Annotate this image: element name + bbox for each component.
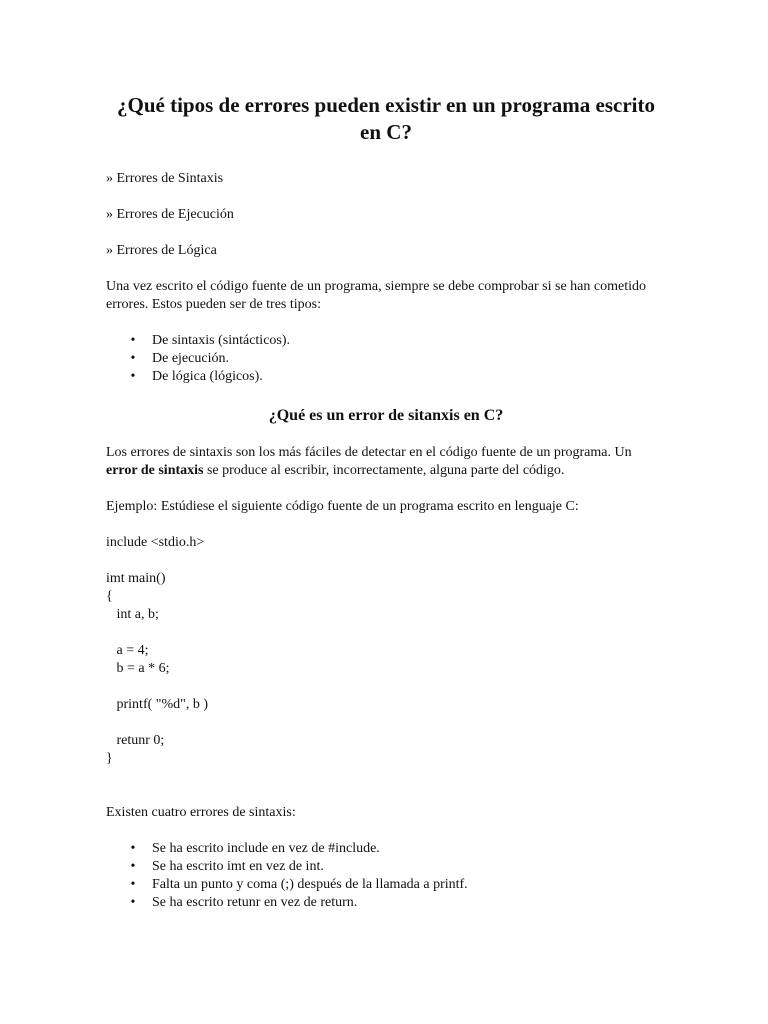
list-item-text: De ejecución. <box>152 351 229 366</box>
error-type-logic: » Errores de Lógica <box>106 243 217 258</box>
syntax-paragraph <box>106 444 666 480</box>
error-type-syntax: » Errores de Sintaxis <box>106 171 224 186</box>
code-line: imt main() <box>106 571 166 586</box>
list-item-text: Falta un punto y coma (;) después de la llamada a printf. <box>152 877 468 892</box>
list-item-text: Se ha escrito retunr en vez de return. <box>152 895 358 910</box>
section-heading: ¿Qué es un error de sitanxis en C? <box>268 407 504 424</box>
bullet-icon: • <box>130 895 136 910</box>
syntax-paragraph-bold: error de sintaxis <box>106 463 204 478</box>
code-line: printf( "%d", b ) <box>106 697 209 712</box>
bullet-icon: • <box>130 877 136 892</box>
syntax-paragraph-part1: Los errores de sintaxis son los más fáciles de detectar en el código fuente de un programa. Un <box>106 445 632 460</box>
list-item <box>106 894 666 912</box>
example-intro: Ejemplo: Estúdiese el siguiente código fuente de un programa escrito en lenguaje C: <box>106 499 579 514</box>
intro-bullet-list <box>106 332 666 386</box>
bullet-icon: • <box>130 841 136 856</box>
bullet-icon: • <box>130 369 136 384</box>
summary-bullet-list <box>106 840 666 912</box>
list-item-text: Se ha escrito include en vez de #include. <box>152 841 380 856</box>
bullet-icon: • <box>130 859 136 874</box>
code-line: include <stdio.h> <box>106 535 205 550</box>
intro-paragraph: Una vez escrito el código fuente de un programa, siempre se debe comprobar si se han cometido errores. Estos pueden ser de tres tipos: <box>106 279 646 312</box>
list-item-text: De lógica (lógicos). <box>152 369 263 384</box>
syntax-paragraph-part2: se produce al escribir, incorrectamente, alguna parte del código. <box>203 463 565 478</box>
list-item-text: De sintaxis (sintácticos). <box>152 333 291 348</box>
code-block <box>106 534 666 768</box>
code-line: b = a * 6; <box>106 661 170 676</box>
code-line: { <box>106 589 113 604</box>
code-line: a = 4; <box>106 643 149 658</box>
document-page <box>106 92 666 912</box>
list-item <box>106 858 666 876</box>
list-item-text: Se ha escrito imt en vez de int. <box>152 859 324 874</box>
bullet-icon: • <box>130 351 136 366</box>
list-item <box>106 840 666 858</box>
code-line: int a, b; <box>106 607 159 622</box>
code-line: retunr 0; <box>106 733 165 748</box>
page-title: ¿Qué tipos de errores pueden existir en un programa escrito en C? <box>117 93 655 144</box>
list-item <box>106 332 666 350</box>
bullet-icon: • <box>130 333 136 348</box>
error-type-execution: » Errores de Ejecución <box>106 207 234 222</box>
summary-intro: Existen cuatro errores de sintaxis: <box>106 805 296 820</box>
list-item <box>106 350 666 368</box>
list-item <box>106 876 666 894</box>
list-item <box>106 368 666 386</box>
code-line: } <box>106 751 113 766</box>
